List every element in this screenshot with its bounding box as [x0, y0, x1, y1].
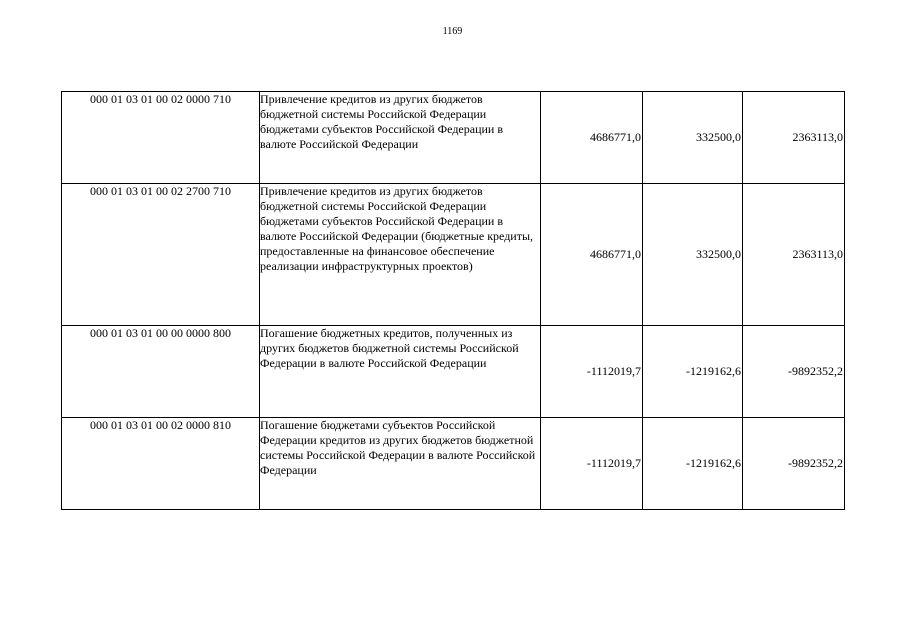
value-year-3-cell: 2363113,0 [743, 184, 845, 326]
budget-sources-table [61, 91, 845, 510]
value-year-3-cell: -9892352,2 [743, 418, 845, 510]
budget-code-cell: 000 01 03 01 00 00 0000 800 [62, 326, 260, 418]
value-year-1-cell: -1112019,7 [541, 326, 643, 418]
budget-code-cell: 000 01 03 01 00 02 2700 710 [62, 184, 260, 326]
description-cell: Погашение бюджетных кредитов, полученных из других бюджетов бюджетной системы Российской Федерации в валюте Российской Федерации [260, 326, 541, 418]
table-row [62, 184, 845, 326]
budget-code-cell: 000 01 03 01 00 02 0000 810 [62, 418, 260, 510]
value-year-2-cell: -1219162,6 [643, 326, 743, 418]
value-year-3-cell: 2363113,0 [743, 92, 845, 184]
value-year-1-cell: 4686771,0 [541, 184, 643, 326]
description-cell: Привлечение кредитов из других бюджетов бюджетной системы Российской Федерации бюджетами субъектов Российской Федерации в валюте Российской Федерации (бюджетные кредиты, предоставленные на финансовое обеспечение реализации инфраструктурных проектов) [260, 184, 541, 326]
value-year-2-cell: -1219162,6 [643, 418, 743, 510]
table-row [62, 326, 845, 418]
page-number: 1169 [442, 26, 463, 37]
value-year-1-cell: -1112019,7 [541, 418, 643, 510]
table-row [62, 418, 845, 510]
budget-code-cell: 000 01 03 01 00 02 0000 710 [62, 92, 260, 184]
description-cell: Погашение бюджетами субъектов Российской Федерации кредитов из других бюджетов бюджетной системы Российской Федерации в валюте Российской Федерации [260, 418, 541, 510]
table-row [62, 92, 845, 184]
value-year-1-cell: 4686771,0 [541, 92, 643, 184]
value-year-3-cell: -9892352,2 [743, 326, 845, 418]
value-year-2-cell: 332500,0 [643, 92, 743, 184]
value-year-2-cell: 332500,0 [643, 184, 743, 326]
description-cell: Привлечение кредитов из других бюджетов бюджетной системы Российской Федерации бюджетами субъектов Российской Федерации в валюте Российской Федерации [260, 92, 541, 184]
